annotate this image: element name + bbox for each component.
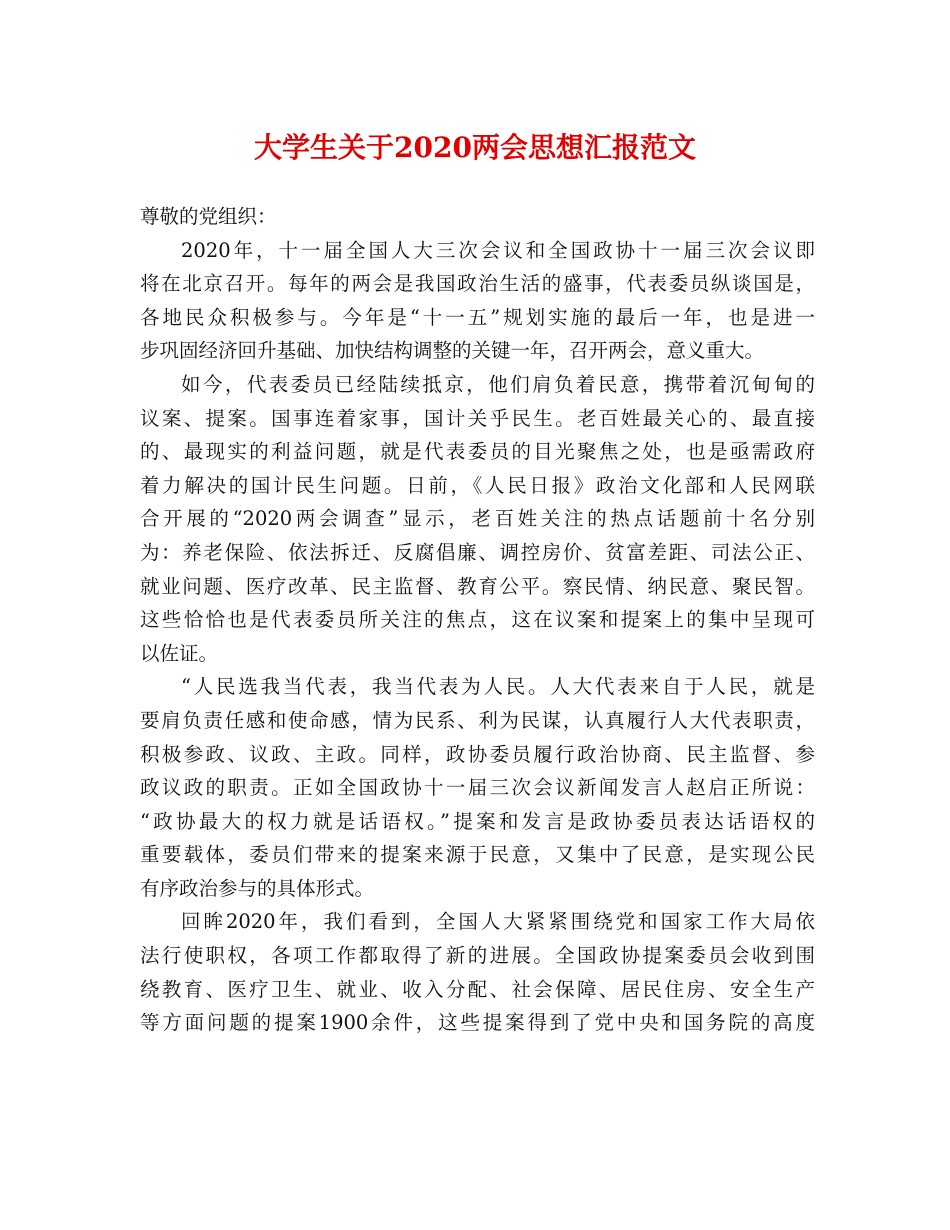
- text-line: 政议政的职责。正如全国政协十一届三次会议新闻发言人赵启正所说：: [140, 776, 815, 800]
- text-line: 议案、提案。国事连着家事，国计关乎民生。老百姓最关心的、最直接: [140, 406, 815, 430]
- text-line: 如今，代表委员已经陆续抵京，他们肩负着民意，携带着沉甸甸的: [181, 372, 815, 396]
- text-line: 2020年，十一届全国人大三次会议和全国政协十一届三次会议即: [181, 238, 815, 262]
- text-line: 的、最现实的利益问题，就是代表委员的目光聚焦之处，也是亟需政府: [140, 440, 815, 464]
- document-title: 大学生关于2020两会思想汇报范文: [254, 131, 696, 164]
- text-line: 等方面问题的提案1900余件，这些提案得到了党中央和国务院的高度: [140, 1011, 815, 1035]
- text-line: 这些恰恰也是代表委员所关注的焦点，这在议案和提案上的集中呈现可: [140, 608, 815, 632]
- text-line: 着力解决的国计民生问题。日前，《人民日报》政治文化部和人民网联: [140, 473, 815, 497]
- salutation: 尊敬的党组织：: [140, 205, 277, 228]
- text-line: “政协最大的权力就是话语权。”提案和发言是政协委员表达话语权的: [140, 809, 815, 833]
- text-line: 回眸2020年，我们看到，全国人大紧紧围绕党和国家工作大局依: [181, 910, 815, 934]
- paragraph-lines: [140, 234, 815, 1040]
- text-line: 以佐证。: [140, 641, 219, 665]
- text-line: 将在北京召开。每年的两会是我国政治生活的盛事，代表委员纵谈国是，: [140, 272, 815, 296]
- text-line: “人民选我当代表，我当代表为人民。人大代表来自于人民，就是: [181, 675, 815, 699]
- document-body: [140, 200, 815, 1040]
- text-line: 法行使职权，各项工作都取得了新的进展。全国政协提案委员会收到围: [140, 944, 815, 968]
- text-line: 各地民众积极参与。今年是“十一五”规划实施的最后一年，也是进一: [140, 305, 815, 329]
- text-line: 绕教育、医疗卫生、就业、收入分配、社会保障、居民住房、安全生产: [140, 977, 815, 1001]
- text-line: 积极参政、议政、主政。同样，政协委员履行政治协商、民主监督、参: [140, 742, 815, 766]
- text-line: 有序政治参与的具体形式。: [140, 876, 375, 900]
- text-line: 就业问题、医疗改革、民主监督、教育公平。察民情、纳民意、聚民智。: [140, 574, 815, 598]
- text-line: 要肩负责任感和使命感，情为民系、利为民谋，认真履行人大代表职责，: [140, 708, 815, 732]
- text-line: 合开展的“2020两会调查”显示，老百姓关注的热点话题前十名分别: [140, 507, 815, 531]
- text-line: 为：养老保险、依法拆迁、反腐倡廉、调控房价、贫富差距、司法公正、: [140, 540, 815, 564]
- text-line: 步巩固经济回升基础、加快结构调整的关键一年，召开两会，意义重大。: [140, 339, 765, 363]
- text-line: 重要载体，委员们带来的提案来源于民意，又集中了民意，是实现公民: [140, 843, 815, 867]
